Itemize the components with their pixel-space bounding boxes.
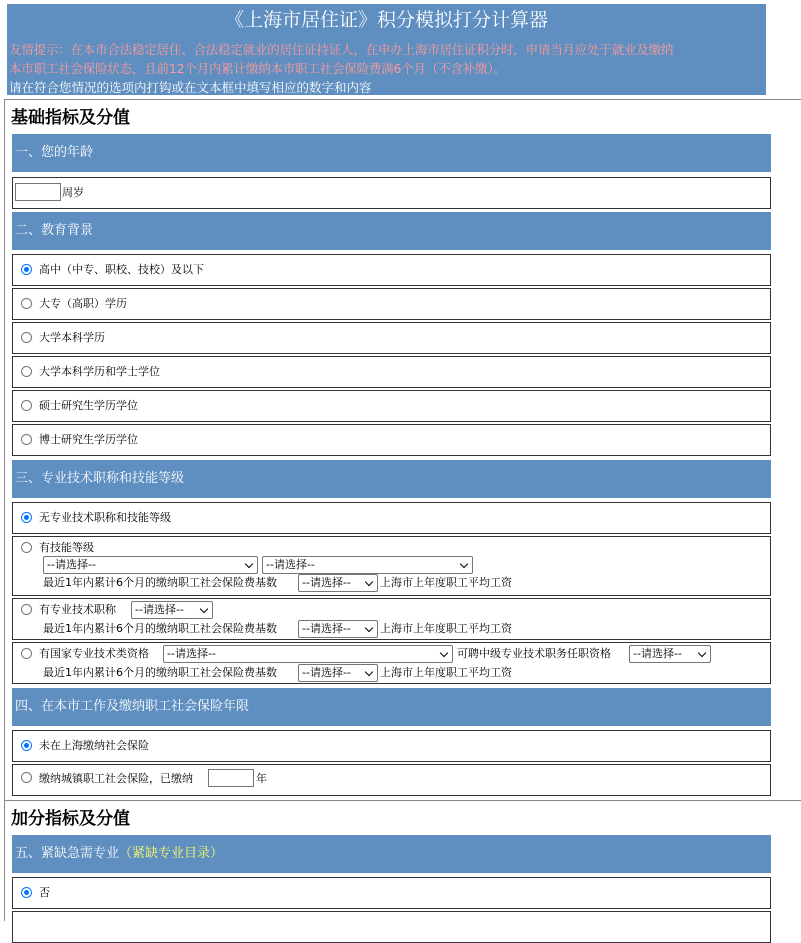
education-option[interactable]	[12, 322, 771, 354]
education-label: 博士研究生学历学位	[39, 433, 138, 446]
education-radio-doctor[interactable]	[21, 434, 32, 445]
insurance-paid-radio[interactable]	[21, 772, 32, 783]
skill-grade-select[interactable]: --请选择--	[262, 556, 473, 574]
education-option[interactable]	[12, 288, 771, 320]
education-label: 大学本科学历和学士学位	[39, 365, 160, 378]
instruction-text: 请在符合您情况的选项内打钩或在文本框中填写相应的数字和内容	[9, 80, 372, 95]
skill-level-radio[interactable]	[21, 542, 32, 553]
shortage-heading: 五、紧缺急需专业	[15, 846, 120, 861]
hireable-label: 可聘中级专业技术职务任职资格	[457, 647, 611, 660]
basic-indicators-title: 基础指标及分值	[11, 108, 130, 128]
education-option[interactable]	[12, 390, 771, 422]
tip-line-1: 友情提示：在本市合法稳定居住、合法稳定就业的居住证持证人，在申办上海市居住证积分时，申请当月应处于就业及缴纳	[9, 42, 674, 57]
base-suffix: 上海市上年度职工平均工资	[380, 622, 512, 635]
skills-none-row[interactable]	[12, 502, 771, 534]
national-qualification-row	[12, 642, 771, 684]
professional-title-radio[interactable]	[21, 604, 32, 615]
education-section-header: 二、教育背景	[12, 212, 771, 250]
professional-title-select[interactable]: --请选择--	[131, 601, 213, 619]
skills-none-radio[interactable]	[21, 512, 32, 523]
shortage-no-row[interactable]	[12, 877, 771, 909]
shortage-no-radio[interactable]	[21, 887, 32, 898]
skill-type-select[interactable]: --请选择--	[43, 556, 258, 574]
base-label: 最近1年内累计6个月的缴纳职工社会保险费基数	[43, 576, 277, 589]
skill-level-base-select[interactable]: --请选择--	[298, 574, 378, 592]
insurance-none-radio[interactable]	[21, 740, 32, 751]
education-option[interactable]	[12, 356, 771, 388]
professional-title-base-select[interactable]: --请选择--	[298, 620, 378, 638]
friendly-tip	[9, 40, 766, 78]
professional-title-label: 有专业技术职称	[39, 603, 116, 616]
insurance-paid-label: 缴纳城镇职工社会保险，已缴纳	[39, 772, 193, 785]
education-option[interactable]	[12, 254, 771, 286]
national-qualification-radio[interactable]	[21, 648, 32, 659]
shortage-catalog-link[interactable]: （紧缺专业目录）	[119, 846, 224, 861]
skills-section-header: 三、专业技术职称和技能等级	[12, 460, 771, 498]
education-radio-master[interactable]	[21, 400, 32, 411]
base-suffix: 上海市上年度职工平均工资	[380, 576, 512, 589]
calculator-header	[7, 4, 766, 95]
insurance-years-unit: 年	[256, 772, 267, 785]
education-radio-college[interactable]	[21, 298, 32, 309]
base-label: 最近1年内累计6个月的缴纳职工社会保险费基数	[43, 622, 277, 635]
base-suffix: 上海市上年度职工平均工资	[380, 666, 512, 679]
national-qualification-select[interactable]: --请选择--	[163, 645, 453, 663]
age-unit: 周岁	[62, 186, 84, 199]
skill-level-row	[12, 536, 771, 596]
age-section-header: 一、您的年龄	[12, 134, 771, 172]
age-row	[12, 177, 771, 209]
age-input[interactable]	[15, 183, 61, 201]
education-radio-bachelor-degree[interactable]	[21, 366, 32, 377]
insurance-none-row[interactable]	[12, 730, 771, 762]
hireable-select[interactable]: --请选择--	[629, 645, 711, 663]
bonus-indicators-title: 加分指标及分值	[11, 809, 130, 829]
skill-level-label: 有技能等级	[39, 541, 94, 554]
national-qualification-base-select[interactable]: --请选择--	[298, 664, 378, 682]
bonus-indicators-panel	[4, 800, 801, 921]
education-radio-bachelor[interactable]	[21, 332, 32, 343]
professional-title-row	[12, 598, 771, 640]
insurance-paid-row	[12, 764, 771, 796]
insurance-section-header: 四、在本市工作及缴纳职工社会保险年限	[12, 688, 771, 726]
shortage-section-header	[12, 835, 771, 873]
tip-line-2: 本市职工社会保险状态，且前12个月内累计缴纳本市职工社会保险费满6个月（不含补缴）。	[9, 61, 506, 76]
shortage-no-label: 否	[39, 886, 50, 899]
education-label: 硕士研究生学历学位	[39, 399, 138, 412]
education-radio-highschool[interactable]	[21, 264, 32, 275]
education-label: 高中（中专、职校、技校）及以下	[39, 263, 204, 276]
page-title: 《上海市居住证》积分模拟打分计算器	[224, 9, 548, 31]
insurance-years-input[interactable]	[208, 769, 254, 787]
education-label: 大学本科学历	[39, 331, 105, 344]
base-label: 最近1年内累计6个月的缴纳职工社会保险费基数	[43, 666, 277, 679]
insurance-none-label: 未在上海缴纳社会保险	[39, 739, 149, 752]
shortage-next-row	[12, 911, 771, 943]
education-option[interactable]	[12, 424, 771, 456]
education-label: 大专（高职）学历	[39, 297, 127, 310]
national-qualification-label: 有国家专业技术类资格	[39, 647, 149, 660]
basic-indicators-panel	[4, 99, 801, 800]
skills-none-label: 无专业技术职称和技能等级	[39, 511, 171, 524]
